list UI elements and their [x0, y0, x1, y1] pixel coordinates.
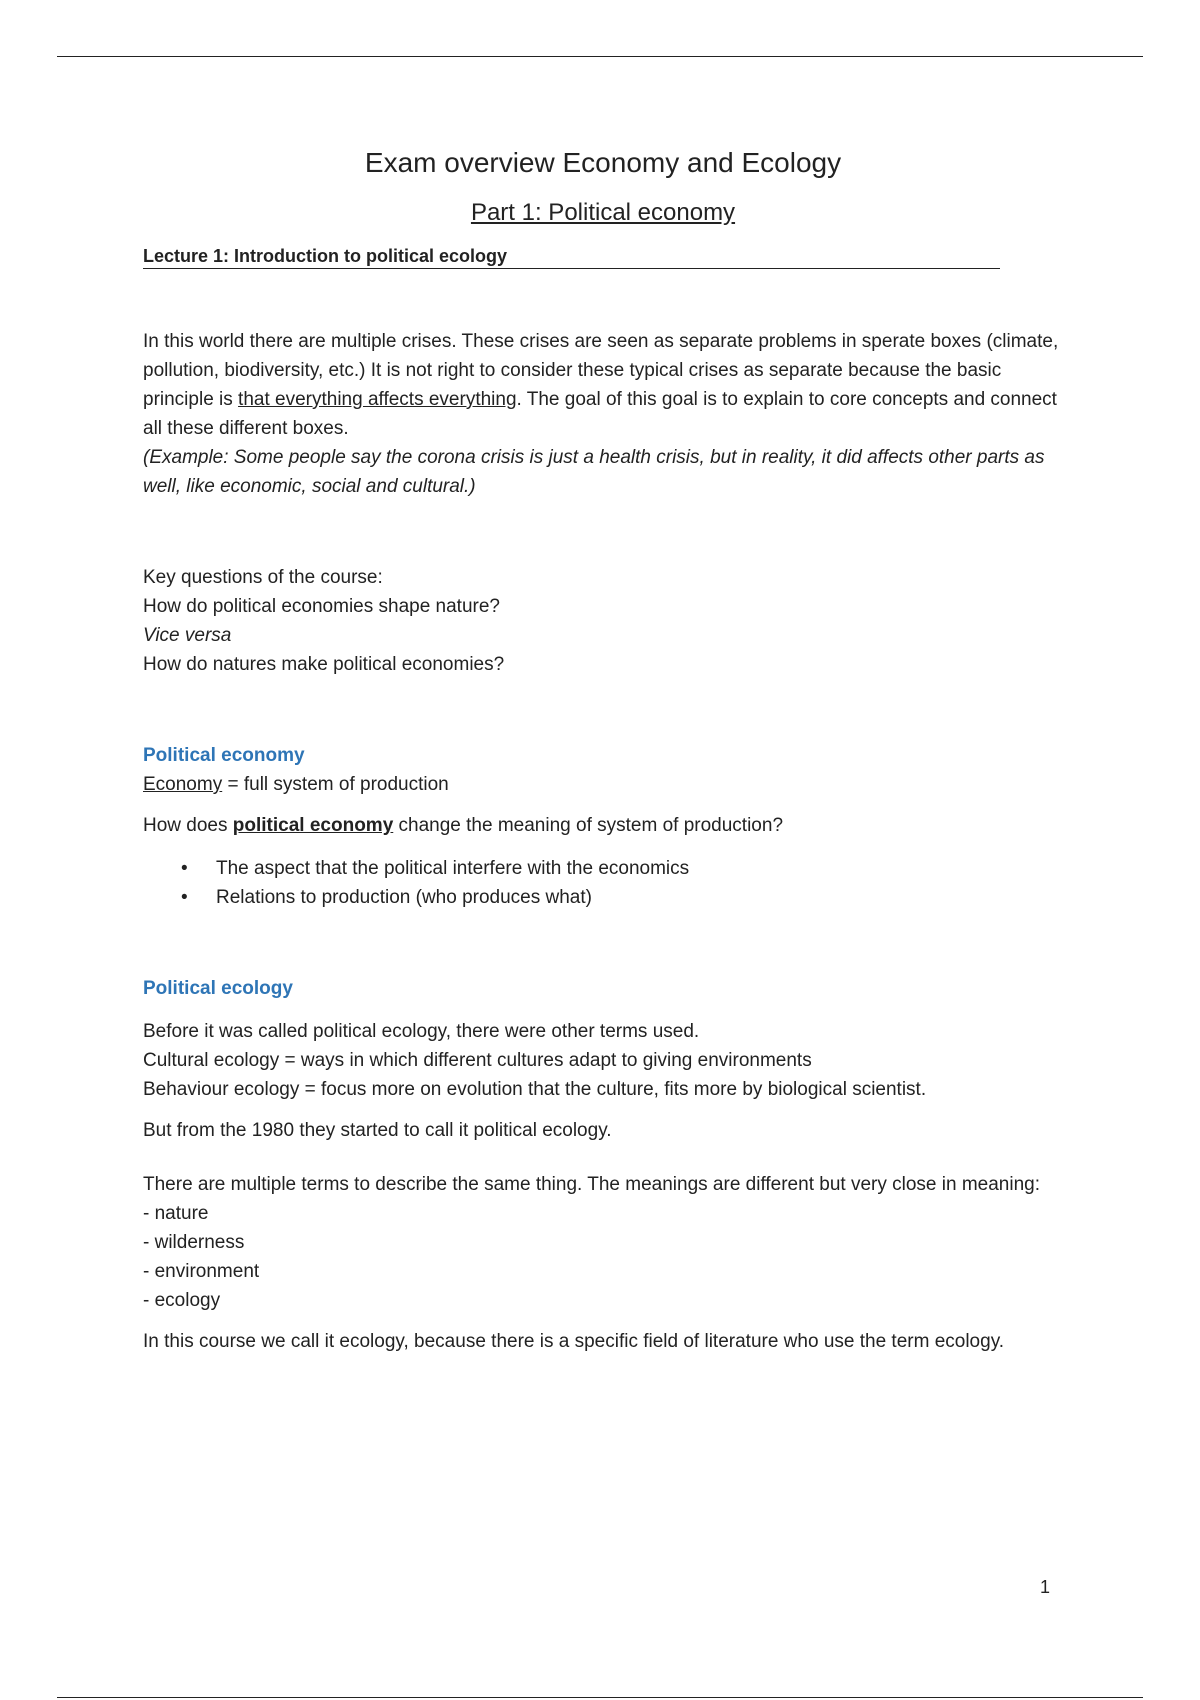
political-economy-bullets — [143, 854, 1063, 912]
lecture-heading: Lecture 1: Introduction to political ecology — [143, 244, 1000, 269]
term-item: - ecology — [143, 1290, 221, 1311]
key-questions-vice-versa: Vice versa — [143, 625, 232, 646]
bottom-rule — [57, 1697, 1143, 1698]
term-item: - environment — [143, 1261, 260, 1282]
page-number: 1 — [1040, 1577, 1051, 1597]
ecology-line-2: Cultural ecology = ways in which different cultures adapt to giving environments — [143, 1050, 812, 1071]
terms-intro: There are multiple terms to describe the same thing. The meanings are different but very close in meaning: — [143, 1174, 1040, 1195]
term-item: - wilderness — [143, 1232, 245, 1253]
political-economy-question — [143, 811, 1063, 840]
economy-definition-text: = full system of production — [222, 774, 449, 795]
ecology-line-3: Behaviour ecology = focus more on evolution that the culture, fits more by biological scientist. — [143, 1079, 927, 1100]
ecology-line-4: But from the 1980 they started to call it political ecology. — [143, 1120, 612, 1141]
term-item: - nature — [143, 1203, 209, 1224]
political-economy-heading: Political economy — [143, 745, 305, 766]
bullet-item: • The aspect that the political interfere with the economics — [143, 854, 1063, 883]
economy-term: Economy — [143, 774, 223, 795]
ecology-conclusion: In this course we call it ecology, because there is a specific field of literature who use the term ecology. — [143, 1331, 1005, 1352]
intro-text-a: In this world there are multiple crises. These crises are seen as separate problems in sperate boxes (climate, pollution, biodiversity, etc.) It is not right to consider these typical crises as separate because the basic principle is — [143, 331, 1059, 410]
key-questions-heading: Key questions of the course: — [143, 567, 383, 588]
top-rule — [57, 56, 1143, 57]
intro-example: (Example: Some people say the corona crisis is just a health crisis, but in reality, it did affects other parts as well, like economic, social and cultural.) — [143, 447, 1045, 497]
question-text-b: change the meaning of system of production? — [393, 815, 784, 836]
question-bold-term: political economy — [232, 815, 394, 836]
key-question-1: How do political economies shape nature? — [143, 596, 500, 617]
bullet-item: • Relations to production (who produces what) — [143, 883, 1063, 912]
intro-underlined-phrase: that everything affects everything — [238, 389, 517, 410]
question-text-a: How does — [143, 815, 233, 836]
key-question-2: How do natures make political economies? — [143, 654, 505, 675]
economy-definition — [143, 770, 1063, 799]
document-subtitle — [143, 196, 1063, 230]
subtitle-text: Part 1: Political economy — [470, 199, 736, 226]
intro-text-b: . The goal of this goal is to explain to core concepts and connect all these different boxes. — [143, 389, 1057, 439]
ecology-line-1: Before it was called political ecology, there were other terms used. — [143, 1021, 700, 1042]
intro-paragraph — [143, 327, 1063, 443]
political-ecology-heading: Political ecology — [143, 978, 293, 999]
page-content — [143, 140, 1063, 1356]
document-title: Exam overview Economy and Ecology — [364, 147, 842, 178]
